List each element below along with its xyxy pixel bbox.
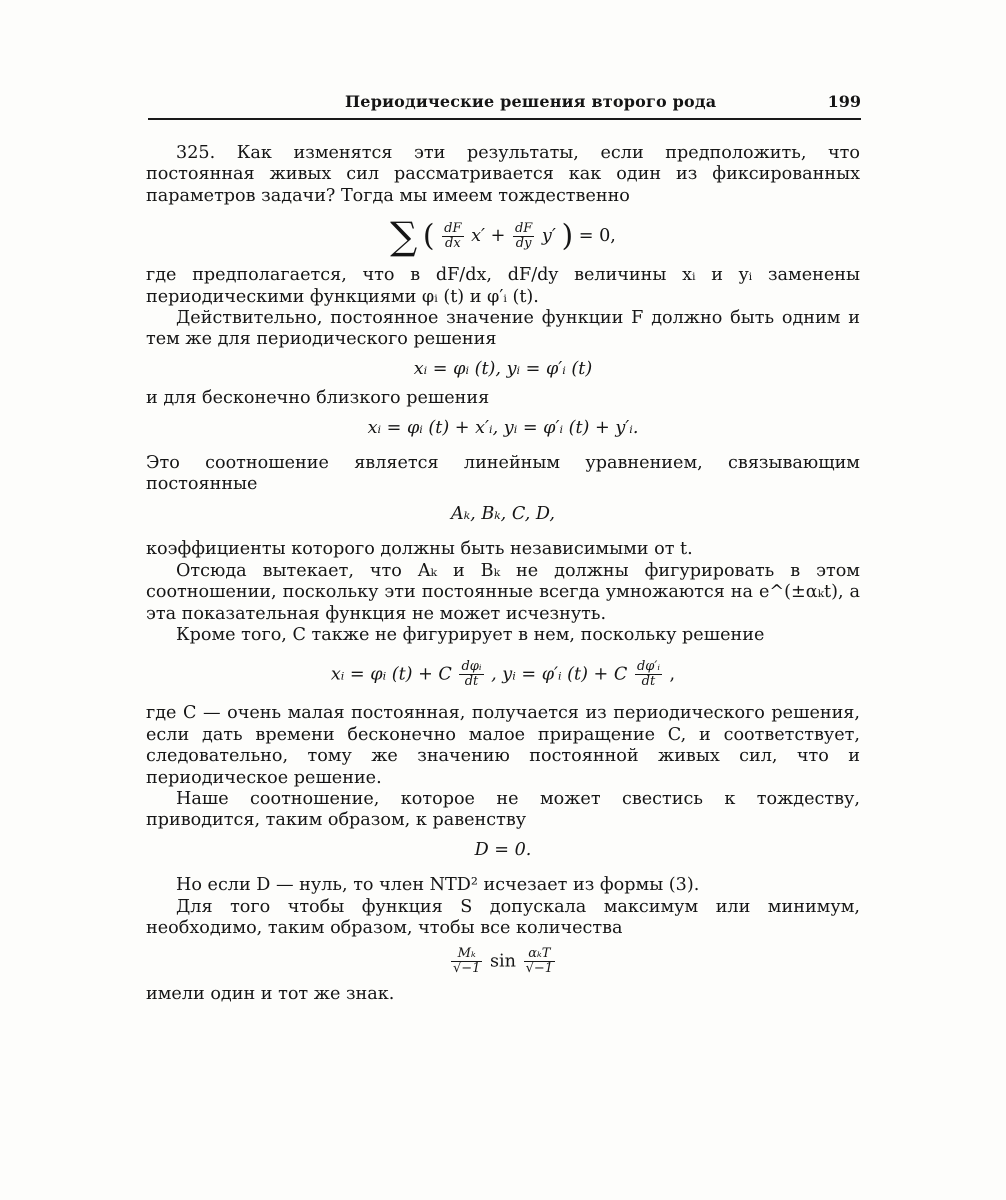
equation-part-y: , yᵢ = φ′ᵢ (t) + C bbox=[491, 664, 628, 685]
paragraph-linear-relation: Это соотношение является линейным уравнением, связывающим постоянные bbox=[146, 453, 860, 495]
paragraph-moreover: Кроме того, C также не фигурирует в нем, поскольку решение bbox=[176, 624, 765, 645]
fraction-dF-dx bbox=[442, 222, 463, 251]
fraction-denominator: √−1 bbox=[452, 961, 481, 977]
paragraph-indeed: Действительно, постоянное значение функции F должно быть одним и тем же для периодического решения bbox=[146, 308, 860, 350]
equation-sum bbox=[146, 214, 860, 259]
equation-close-solution: xᵢ = φᵢ (t) + x′ᵢ, yᵢ = φ′ᵢ (t) + y′ᵢ. bbox=[367, 417, 639, 438]
equation-d-zero: D = 0. bbox=[474, 839, 532, 860]
fraction-denominator: dt bbox=[641, 674, 656, 690]
paragraph-max-min: Для того чтобы функция S допускала максимум или минимум, необходимо, таким образом, чтобы все количества bbox=[146, 896, 860, 938]
fraction-numerator: dφ′ᵢ bbox=[636, 659, 660, 675]
paragraph-same-sign: имели один и тот же знак. bbox=[146, 984, 395, 1005]
right-paren: ) bbox=[561, 218, 574, 254]
fraction-numerator: Mₖ bbox=[451, 947, 482, 962]
paragraph-where-c: где C — очень малая постоянная, получается из периодического решения, если дать времени бесконечно малое приращение C, и соответствует, следовательно, тому же значению постоянной живых сил, что и периодическое решение. bbox=[146, 703, 860, 788]
running-header bbox=[148, 92, 861, 120]
equation-shifted-solution bbox=[146, 660, 860, 689]
paragraph-where: где предполагается, что в dF/dx, dF/dy величины xᵢ и yᵢ заменены периодическими функциями φᵢ (t) и φ′ᵢ (t). bbox=[146, 265, 860, 307]
left-paren: ( bbox=[422, 218, 435, 254]
fraction-denominator: √−1 bbox=[525, 961, 554, 977]
page-number: 199 bbox=[827, 92, 861, 111]
header-title: Периодические решения второго рода bbox=[345, 92, 717, 111]
equation-quantities bbox=[146, 947, 860, 976]
paragraph-our-relation: Наше соотношение, которое не может свестись к тождеству, приводится, таким образом, к равенству bbox=[146, 788, 860, 831]
equation-part-x: xᵢ = φᵢ (t) + C bbox=[330, 664, 452, 685]
x-prime: x′ bbox=[471, 226, 486, 247]
equation-comma: , bbox=[669, 664, 676, 685]
sin-label: sin bbox=[490, 951, 516, 972]
fraction-numerator: dF bbox=[444, 220, 462, 236]
fraction-numerator: dφᵢ bbox=[461, 659, 482, 675]
body-text bbox=[146, 143, 860, 1006]
plus-sign: + bbox=[490, 226, 506, 247]
paragraph-if-d-zero: Но если D — нуль, то член NTD² исчезает из формы (3). bbox=[176, 875, 700, 896]
paragraph-coefficients: коэффициенты которого должны быть независимыми от t. bbox=[146, 539, 693, 560]
paragraph-hence: Отсюда вытекает, что Aₖ и Bₖ не должны фигурировать в этом соотношении, поскольку эти постоянные всегда умножаются на e^(±αₖt), а эта показательная функция не может исчезнуть. bbox=[146, 560, 860, 624]
fraction-numerator: dF bbox=[514, 220, 533, 236]
fraction-numerator: αₖT bbox=[524, 947, 555, 962]
equation-rhs: = 0, bbox=[578, 226, 616, 247]
fraction-denominator: dy bbox=[515, 235, 532, 251]
fraction-dphi-dt bbox=[459, 660, 483, 689]
paragraph-close-solution: и для бесконечно близкого решения bbox=[146, 388, 490, 409]
equation-constants: Aₖ, Bₖ, C, D, bbox=[451, 503, 555, 524]
paragraph-325: 325. Как изменятся эти результаты, если предположить, что постоянная живых сил рассматривается как один из фиксированных параметров задачи? Тогда мы имеем тождественно bbox=[146, 143, 860, 206]
fraction-akt bbox=[524, 947, 555, 976]
y-prime: y′ bbox=[541, 226, 556, 247]
fraction-dphiprime-dt bbox=[635, 660, 662, 689]
equation-periodic-solution: xᵢ = φᵢ (t), yᵢ = φ′ᵢ (t) bbox=[413, 358, 593, 379]
fraction-mk bbox=[451, 947, 482, 976]
fraction-dF-dy bbox=[513, 222, 534, 251]
fraction-denominator: dt bbox=[464, 674, 479, 690]
sum-symbol: ∑ bbox=[390, 214, 418, 259]
fraction-denominator: dx bbox=[445, 235, 461, 251]
